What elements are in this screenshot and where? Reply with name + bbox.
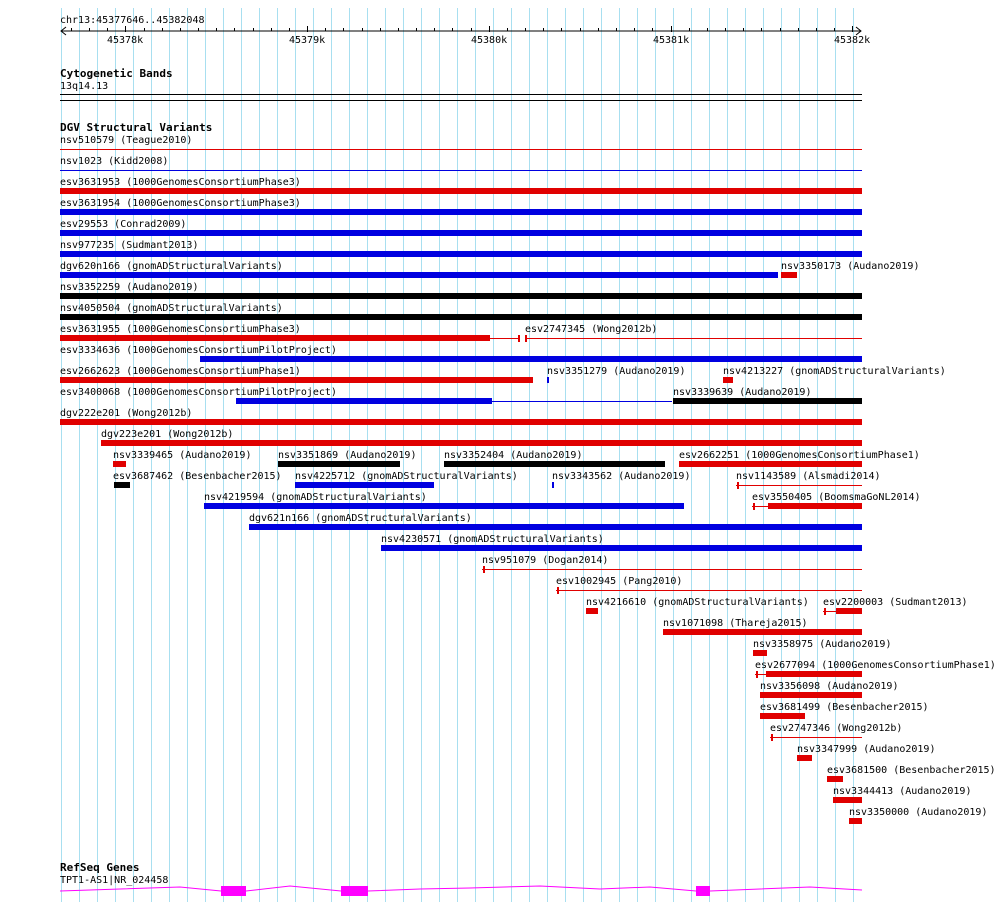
- location-label: chr13:45377646..45382048: [60, 15, 205, 26]
- variant-label[interactable]: esv3550405 (BoomsmaGoNL2014): [752, 492, 921, 503]
- variant-label[interactable]: esv2747346 (Wong2012b): [770, 723, 903, 734]
- variant-label[interactable]: nsv4050504 (gnomADStructuralVariants): [60, 303, 283, 314]
- ruler-tick-label: 45380k: [471, 35, 508, 46]
- variant-label[interactable]: esv3631955 (1000GenomesConsortiumPhase3): [60, 324, 301, 335]
- gene-exon-3[interactable]: [696, 886, 710, 896]
- variant-label[interactable]: nsv3351279 (Audano2019): [547, 366, 686, 377]
- variant-label[interactable]: nsv4225712 (gnomADStructuralVariants): [295, 471, 518, 482]
- ruler-tick-label: 45378k: [107, 35, 144, 46]
- variant-label[interactable]: esv2662251 (1000GenomesConsortiumPhase1): [679, 450, 920, 461]
- variant-label[interactable]: esv1002945 (Pang2010): [556, 576, 683, 587]
- variant-label[interactable]: nsv3351869 (Audano2019): [278, 450, 417, 461]
- variant-label[interactable]: nsv3352404 (Audano2019): [444, 450, 583, 461]
- ruler-tick-label: 45382k: [834, 35, 871, 46]
- variant-label[interactable]: nsv3350173 (Audano2019): [781, 261, 920, 272]
- track-title-cytoband[interactable]: Cytogenetic Bands: [60, 67, 173, 80]
- variant-label[interactable]: esv3681500 (Besenbacher2015): [827, 765, 996, 776]
- variant-label[interactable]: dgv621n166 (gnomADStructuralVariants): [249, 513, 472, 524]
- ruler-tick-label: 45379k: [289, 35, 326, 46]
- variant-label[interactable]: nsv1023 (Kidd2008): [60, 156, 169, 167]
- variant-label[interactable]: esv2662623 (1000GenomesConsortiumPhase1): [60, 366, 301, 377]
- variant-label[interactable]: esv3681499 (Besenbacher2015): [760, 702, 929, 713]
- ruler-tick-label: 45381k: [653, 35, 690, 46]
- variant-label[interactable]: nsv4213227 (gnomADStructuralVariants): [723, 366, 946, 377]
- variant-label[interactable]: dgv222e201 (Wong2012b): [60, 408, 193, 419]
- cytoband-label: 13q14.13: [60, 81, 109, 92]
- variant-label[interactable]: nsv951079 (Dogan2014): [482, 555, 609, 566]
- variant-label[interactable]: nsv3339639 (Audano2019): [673, 387, 812, 398]
- variant-label[interactable]: esv3400068 (1000GenomesConsortiumPilotProject): [60, 387, 337, 398]
- gene-label[interactable]: TPT1-AS1|NR_024458: [60, 875, 169, 886]
- variant-label[interactable]: nsv3339465 (Audano2019): [113, 450, 252, 461]
- variant-label[interactable]: nsv4230571 (gnomADStructuralVariants): [381, 534, 604, 545]
- variant-label[interactable]: esv2200003 (Sudmant2013): [823, 597, 968, 608]
- variant-label[interactable]: nsv3347999 (Audano2019): [797, 744, 936, 755]
- variant-label[interactable]: nsv4219594 (gnomADStructuralVariants): [204, 492, 427, 503]
- gene-exon-2[interactable]: [341, 886, 368, 896]
- variant-label[interactable]: esv2677094 (1000GenomesConsortiumPhase1): [755, 660, 996, 671]
- gene-intron-line: [60, 886, 862, 891]
- variant-label[interactable]: esv3631953 (1000GenomesConsortiumPhase3): [60, 177, 301, 188]
- variant-label[interactable]: nsv3343562 (Audano2019): [552, 471, 691, 482]
- variant-label[interactable]: nsv1071098 (Thareja2015): [663, 618, 808, 629]
- variant-label[interactable]: nsv4216610 (gnomADStructuralVariants): [586, 597, 809, 608]
- track-title-dgv[interactable]: DGV Structural Variants: [60, 121, 213, 134]
- variant-label[interactable]: esv3631954 (1000GenomesConsortiumPhase3): [60, 198, 301, 209]
- variant-label[interactable]: dgv620n166 (gnomADStructuralVariants): [60, 261, 283, 272]
- variant-label[interactable]: nsv1143589 (Alsmadi2014): [736, 471, 881, 482]
- variant-label[interactable]: esv29553 (Conrad2009): [60, 219, 187, 230]
- variant-label[interactable]: nsv3358975 (Audano2019): [753, 639, 892, 650]
- gene-exon-1[interactable]: [221, 886, 246, 896]
- variant-label[interactable]: dgv223e201 (Wong2012b): [101, 429, 234, 440]
- track-title-refseq[interactable]: RefSeq Genes: [60, 861, 140, 874]
- variant-label[interactable]: nsv510579 (Teague2010): [60, 135, 193, 146]
- variant-label[interactable]: nsv3356098 (Audano2019): [760, 681, 899, 692]
- variant-label[interactable]: esv3687462 (Besenbacher2015): [113, 471, 282, 482]
- variant-label[interactable]: nsv3344413 (Audano2019): [833, 786, 972, 797]
- variant-label[interactable]: esv3334636 (1000GenomesConsortiumPilotProject): [60, 345, 337, 356]
- variant-label[interactable]: esv2747345 (Wong2012b): [525, 324, 658, 335]
- variant-label[interactable]: nsv3350000 (Audano2019): [849, 807, 988, 818]
- variant-label[interactable]: nsv977235 (Sudmant2013): [60, 240, 199, 251]
- variant-label[interactable]: nsv3352259 (Audano2019): [60, 282, 199, 293]
